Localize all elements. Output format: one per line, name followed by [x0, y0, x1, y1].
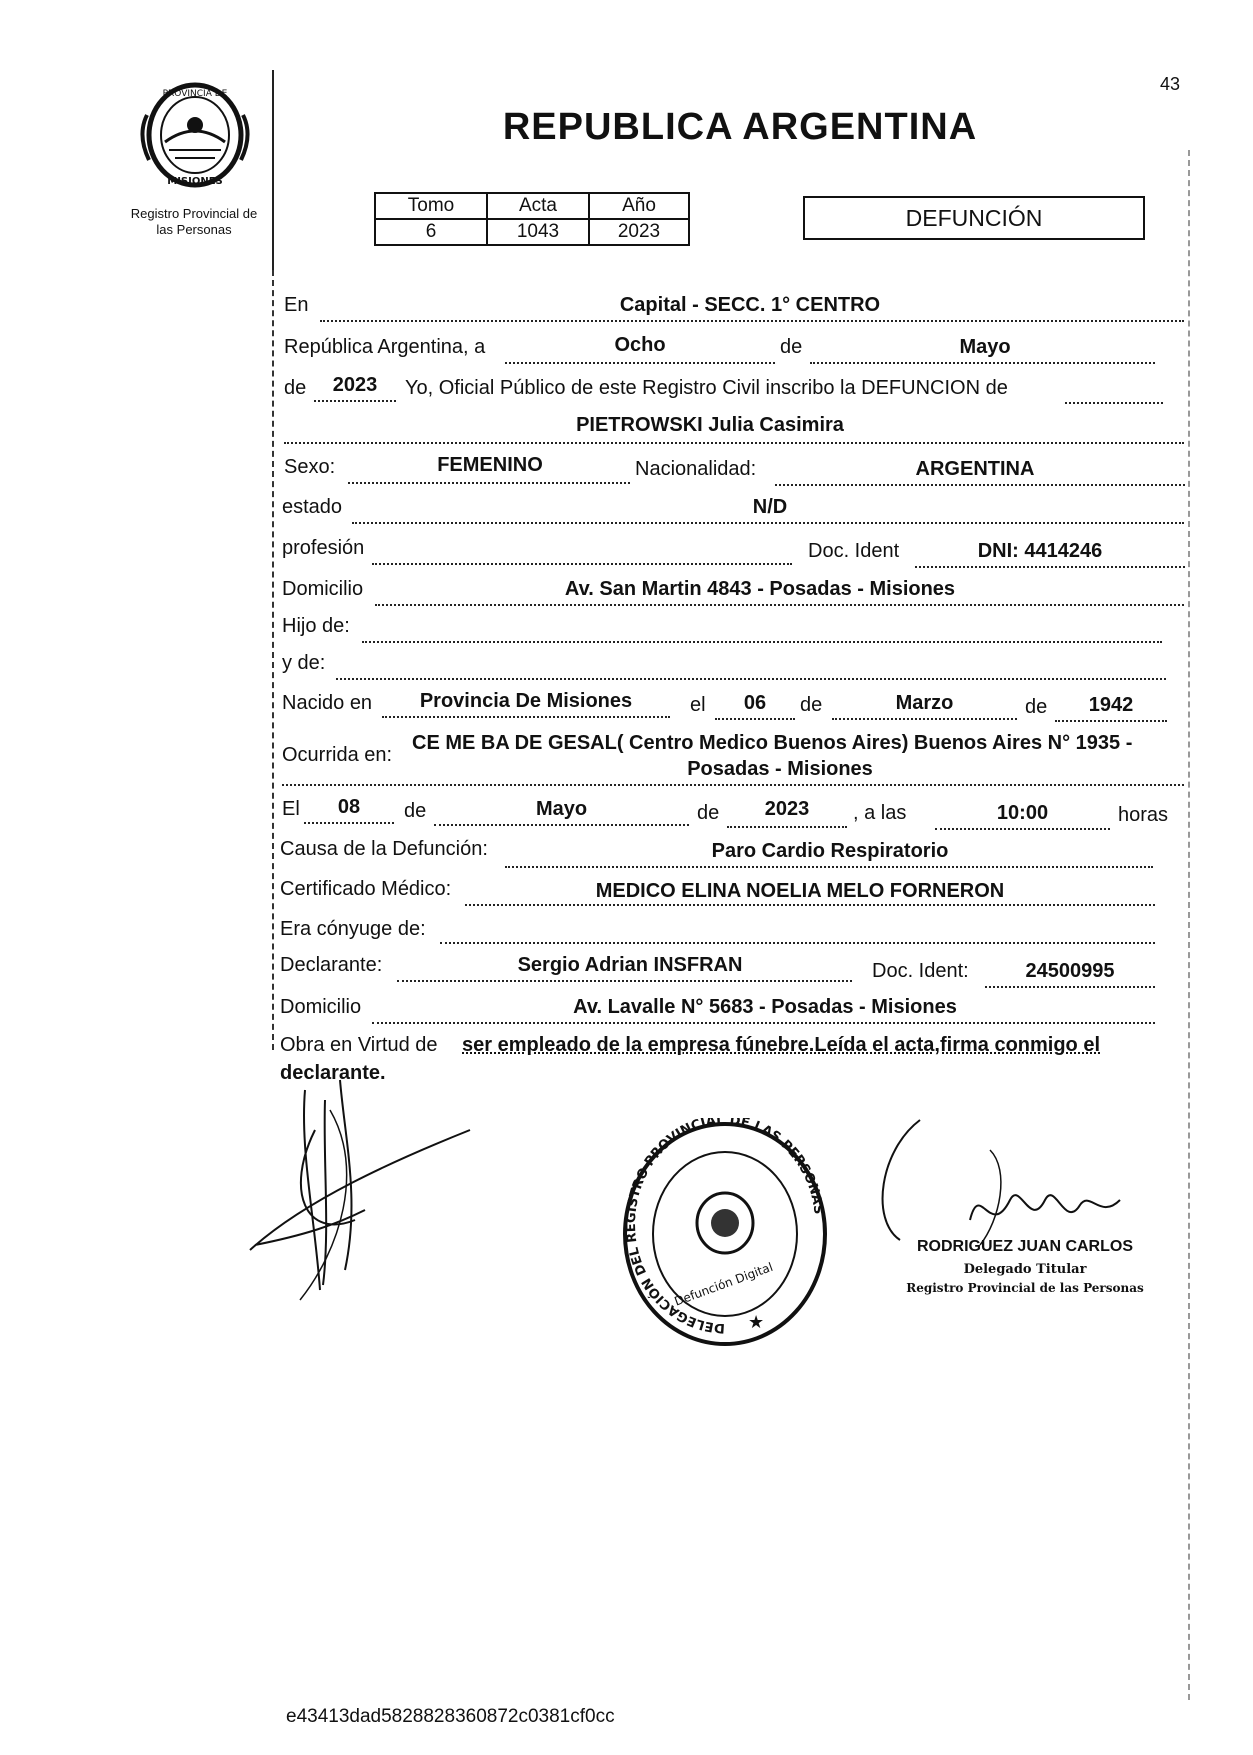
dotted-line	[832, 718, 1017, 720]
table-header-acta: Acta	[487, 193, 589, 219]
document-type-box	[803, 196, 1145, 240]
label-conyuge: Era cónyuge de:	[280, 918, 426, 940]
dotted-line	[985, 986, 1155, 988]
value-mes: Mayo	[959, 336, 1011, 358]
label-a-las: , a las	[853, 802, 907, 824]
official-name: RODRIGUEZ JUAN CARLOS	[916, 1238, 1133, 1255]
value-sexo: FEMENINO	[437, 454, 543, 476]
label-obra: Obra en Virtud de	[280, 1034, 438, 1056]
dotted-line	[505, 362, 775, 364]
official-office: Registro Provincial de las Personas	[906, 1281, 1144, 1295]
province-emblem	[135, 80, 255, 190]
label-sexo: Sexo:	[284, 456, 336, 478]
dotted-line	[336, 678, 1166, 680]
dotted-line	[440, 942, 1155, 944]
dotted-line	[382, 716, 670, 718]
table-value-anio: 2023	[589, 219, 689, 245]
label-ocurrida-en: Ocurrida en:	[282, 744, 393, 766]
emblem-top-text: PROVINCIA DE	[162, 89, 228, 99]
reference-table	[374, 192, 690, 246]
value-mes-defuncion: Mayo	[535, 798, 588, 820]
page-title: REPUBLICA ARGENTINA	[502, 106, 978, 148]
value-dia-defuncion: 08	[337, 796, 361, 818]
value-certificado: MEDICO ELINA NOELIA MELO FORNERON	[595, 880, 1005, 902]
value-dni: DNI: 4414246	[977, 540, 1103, 562]
value-anio-nacimiento: 1942	[1088, 694, 1134, 716]
label-en: En	[284, 294, 309, 316]
dotted-line	[362, 641, 1162, 643]
label-doc-ident: Doc. Ident	[808, 540, 900, 562]
label-de: de	[404, 800, 427, 822]
label-estado: estado	[282, 496, 343, 518]
label-profesion: profesión	[282, 537, 365, 559]
emblem-bottom-text: MISIONES	[167, 176, 223, 187]
label-de: de	[800, 694, 823, 716]
page-number: 43	[1160, 74, 1181, 94]
value-hora: 10:00	[996, 802, 1049, 824]
dotted-line	[397, 980, 852, 982]
registry-name	[108, 206, 280, 238]
value-doc-declarante: 24500995	[1025, 960, 1115, 982]
value-obra-2: declarante.	[280, 1062, 386, 1084]
dotted-line	[727, 826, 847, 828]
value-anio: 2023	[332, 374, 378, 396]
right-margin-dashed	[1188, 150, 1190, 1700]
value-dia-nacimiento: 06	[743, 692, 767, 714]
value-estado: N/D	[752, 496, 788, 518]
dotted-line	[1055, 720, 1167, 722]
dotted-line	[715, 718, 795, 720]
dotted-line	[810, 362, 1155, 364]
label-el: El	[282, 798, 300, 820]
dotted-line	[352, 522, 1184, 524]
dotted-line	[282, 784, 1184, 786]
dotted-line	[304, 822, 394, 824]
dotted-line	[434, 824, 689, 826]
value-lugar-defuncion-1: CE ME BA DE GESAL( Centro Medico Buenos Aires) Buenos Aires N° 1935 -	[412, 732, 1133, 754]
label-nacido-en: Nacido en	[282, 692, 373, 714]
declarant-signature	[245, 1070, 485, 1310]
label-declarante: Declarante:	[280, 954, 383, 976]
dotted-line	[465, 904, 1155, 906]
dotted-line	[284, 442, 1184, 444]
label-horas: horas	[1118, 804, 1169, 826]
label-causa: Causa de la Defunción:	[280, 838, 488, 860]
dotted-line	[1065, 402, 1163, 404]
value-dia-letras: Ocho	[614, 334, 666, 356]
table-value-tomo: 6	[375, 219, 487, 245]
value-domicilio: Av. San Martin 4843 - Posadas - Misiones	[564, 578, 956, 600]
table-header-tomo: Tomo	[375, 193, 487, 219]
value-anio-defuncion: 2023	[764, 798, 810, 820]
dotted-line	[320, 320, 1184, 322]
value-lugar-defuncion-2: Posadas - Misiones	[687, 758, 873, 780]
registry-line-1: Registro Provincial de	[130, 206, 258, 221]
label-de: de	[780, 336, 803, 358]
dotted-line	[935, 828, 1110, 830]
stamp-inner-text: Defunción Digital	[672, 1259, 775, 1309]
official-block	[885, 1238, 1165, 1295]
label-domicilio-declarante: Domicilio	[280, 996, 362, 1018]
left-margin-dashed	[272, 270, 274, 1050]
label-republica: República Argentina, a	[284, 336, 486, 358]
svg-text:★: ★	[748, 1312, 765, 1332]
value-nacionalidad: ARGENTINA	[915, 458, 1035, 480]
value-mes-nacimiento: Marzo	[895, 692, 954, 714]
dotted-line	[372, 563, 792, 565]
label-nacionalidad: Nacionalidad:	[635, 458, 757, 480]
table-value-acta: 1043	[487, 219, 589, 245]
dotted-line	[348, 482, 630, 484]
label-el: el	[690, 694, 706, 716]
dotted-line	[372, 1022, 1155, 1024]
label-hijo-de: Hijo de:	[282, 615, 350, 637]
label-de: de	[697, 802, 720, 824]
value-domicilio-declarante: Av. Lavalle N° 5683 - Posadas - Misiones	[573, 996, 957, 1018]
text-inscripcion: Yo, Oficial Público de este Registro Civil inscribo la DEFUNCION de	[405, 377, 1008, 399]
dotted-line	[375, 604, 1184, 606]
dotted-line	[915, 566, 1185, 568]
value-nombre: PIETROWSKI Julia Casimira	[576, 414, 844, 436]
left-margin-line	[272, 70, 274, 270]
stamp-ring-text: DELEGACIÓN DEL REGISTRO PROVINCIAL DE LAS PERSONAS	[623, 1118, 826, 1336]
table-header-anio: Año	[589, 193, 689, 219]
official-stamp	[620, 1118, 830, 1350]
value-obra-1: ser empleado de la empresa fúnebre.Leída el acta,firma conmigo el	[462, 1034, 1101, 1056]
footer-hash: e43413dad5828828360872c0381cf0cc	[286, 1706, 615, 1727]
label-doc-declarante: Doc. Ident:	[872, 960, 969, 982]
value-declarante: Sergio Adrian INSFRAN	[517, 954, 743, 976]
value-lugar-nacimiento: Provincia De Misiones	[419, 690, 633, 712]
value-lugar: Capital - SECC. 1° CENTRO	[619, 294, 881, 316]
dotted-line	[314, 400, 396, 402]
value-causa: Paro Cardio Respiratorio	[711, 840, 949, 862]
label-de: de	[1025, 696, 1048, 718]
label-domicilio: Domicilio	[282, 578, 364, 600]
document-type: DEFUNCIÓN	[905, 205, 1043, 231]
label-y-de: y de:	[282, 652, 326, 674]
registry-line-2: las Personas	[156, 222, 232, 237]
dotted-line	[505, 866, 1153, 868]
dotted-line	[775, 484, 1185, 486]
label-certificado: Certificado Médico:	[280, 878, 452, 900]
official-title: Delegado Titular	[963, 1262, 1087, 1277]
label-de-anio: de	[284, 377, 307, 399]
